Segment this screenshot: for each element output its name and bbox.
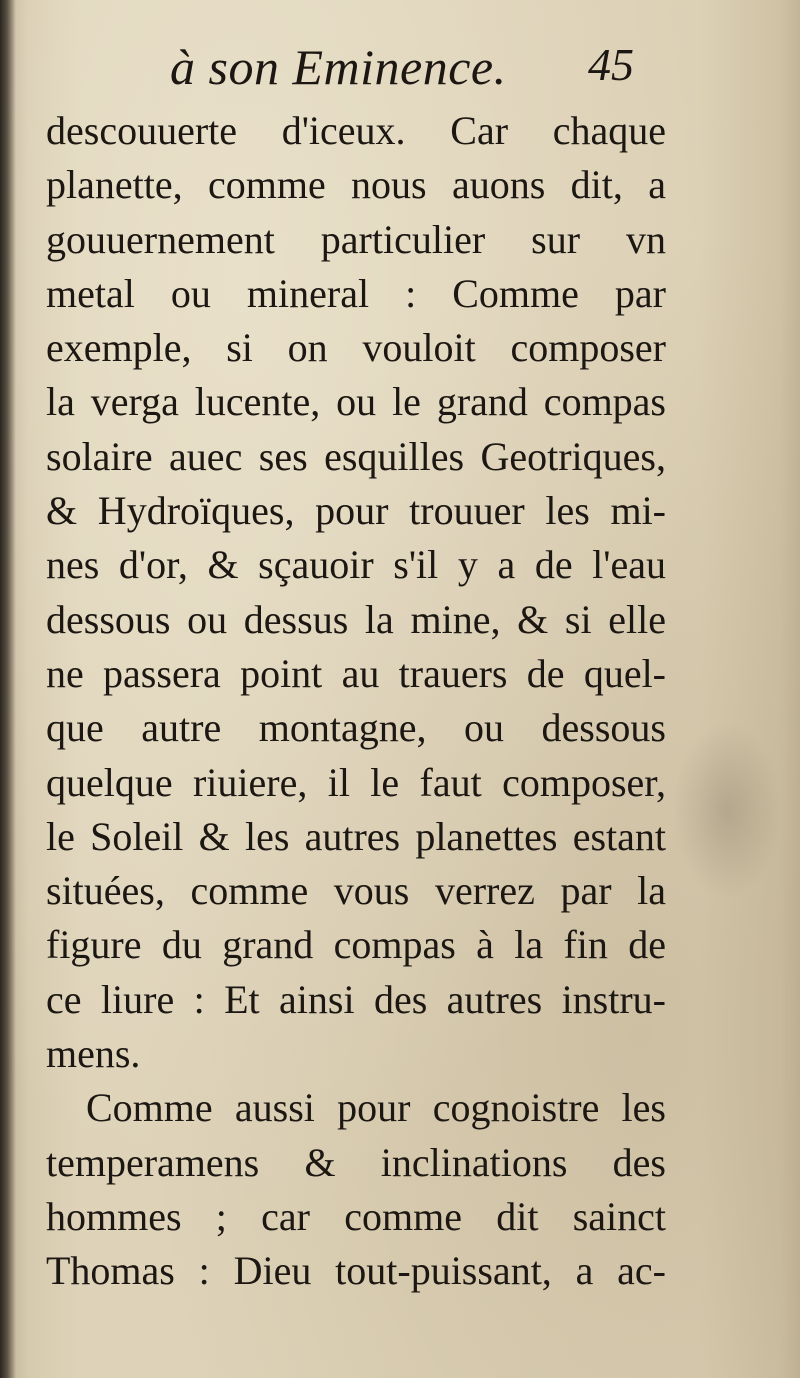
body-text bbox=[46, 104, 666, 1299]
text-line: ce liure : Et ainsi des autres instru- bbox=[46, 976, 666, 1022]
running-title: à son Eminence. bbox=[170, 39, 507, 95]
page-header bbox=[0, 38, 800, 108]
text-line: hommes ; car comme dit sainct bbox=[46, 1193, 666, 1239]
text-line: metal ou mineral : Comme par bbox=[46, 270, 666, 316]
text-line: figure du grand compas à la fin de bbox=[46, 922, 666, 968]
text-line: le Soleil & les autres planettes estant bbox=[46, 813, 666, 859]
text-line: que autre montagne, ou dessous bbox=[46, 705, 666, 751]
text-line: & Hydroïques, pour trouuer les mi- bbox=[46, 488, 666, 534]
text-line: gouuernement particulier sur vn bbox=[46, 216, 666, 262]
text-line: planette, comme nous auons dit, a bbox=[46, 162, 666, 208]
text-line: exemple, si on vouloit composer bbox=[46, 325, 666, 371]
ink-bleed-stain bbox=[672, 720, 782, 900]
text-line: dessous ou dessus la mine, & si elle bbox=[46, 596, 666, 642]
text-line: solaire auec ses esquilles Geotriques, bbox=[46, 433, 666, 479]
text-line: temperamens & inclinations des bbox=[46, 1139, 666, 1185]
page-number: 45 bbox=[588, 39, 634, 90]
text-line: Comme aussi pour cognoistre les bbox=[86, 1085, 666, 1131]
text-line: Thomas : Dieu tout-puissant, a ac- bbox=[46, 1248, 666, 1294]
text-line: descouuerte d'iceux. Car chaque bbox=[46, 108, 666, 153]
text-line: quelque riuiere, il le faut composer, bbox=[46, 759, 666, 805]
text-line: ne passera point au trauers de quel- bbox=[46, 650, 666, 696]
text-line: la verga lucente, ou le grand compas bbox=[46, 379, 666, 425]
page-gutter-shadow bbox=[0, 0, 16, 1378]
text-line: situées, comme vous verrez par la bbox=[46, 868, 666, 914]
text-line: nes d'or, & sçauoir s'il y a de l'eau bbox=[46, 542, 666, 588]
text-line: mens. bbox=[46, 1031, 141, 1077]
